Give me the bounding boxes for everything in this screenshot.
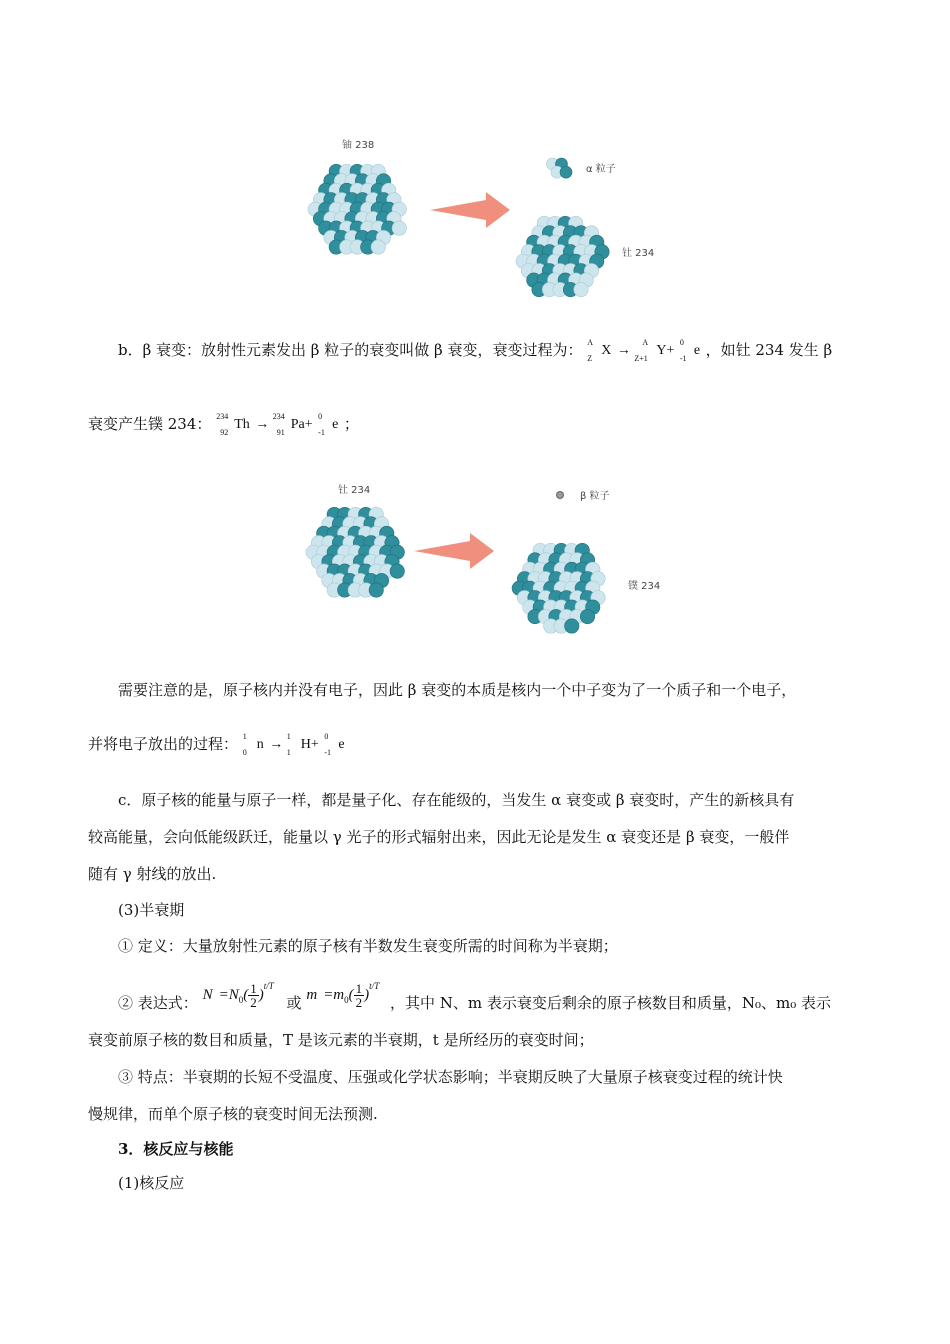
para-c-line-1: c．原子核的能量与原子一样，都是量子化、存在能级的，当发生 α 衰变或 β 衰变时，产生的新核具有 [118, 791, 795, 809]
uranium-nucleus [308, 164, 406, 254]
thorium-nucleus [516, 216, 609, 297]
nucleon-ball [390, 564, 404, 578]
note-line-1: 需要注意的是，原子核内并没有电子，因此 β 衰变的本质是核内一个中子变为了一个质子和一个电子， [118, 681, 797, 699]
alpha-particle-label: α 粒子 [586, 164, 616, 175]
decay-arrow-2 [414, 533, 494, 569]
para-c-line-2: 较高能量，会向低能级跃迁，能量以 γ 光子的形式辐射出来，因此无论是发生 α 衰变还是 β 衰变，一般伴 [88, 828, 790, 846]
uranium-238-label: 铀 238 [342, 140, 375, 151]
thorium-234-label-2: 钍 234 [338, 485, 371, 496]
half-life-expression: ② 表达式： $N =N_0$( $\frac{1}{2}$ )$^{t/T}$ 或 $m =m_0$( $\frac{1}{2}$ )$^{t/T}$ ，其中 N、m 表示衰变后剩余的原子核数目和质量，N₀、m₀ 表示 [88, 992, 908, 1014]
nucleon-ball [560, 166, 572, 178]
nucleon-ball [574, 282, 588, 296]
formula-N: $N =N_0$( $\frac{1}{2}$ )$^{t/T}$ [202, 981, 274, 1011]
nucleon-ball [369, 583, 383, 597]
section-3-heading: 3．核反应与核能 [118, 1140, 234, 1158]
thorium-nucleus-2 [306, 507, 404, 597]
section-3-subheading: (1)核反应 [118, 1174, 185, 1192]
general-beta-equation: A Z X → A Z+1 Y+ 0 -1 e [587, 338, 701, 363]
half-life-feature-2: 慢规律，而单个原子核的衰变时间无法预测. [88, 1105, 378, 1123]
alpha-decay-figure [290, 130, 670, 310]
beta-decay-figure [290, 475, 670, 655]
note-line-2: 并将电子放出的过程： 1 0 n → 1 1 H+ 0 -1 e [88, 732, 345, 757]
decay-arrow [430, 192, 510, 228]
formula-m: $m =m_0$( $\frac{1}{2}$ )$^{t/T}$ [306, 981, 380, 1011]
nucleon-ball [565, 619, 579, 633]
neutron-decay-equation: 1 0 n → 1 1 H+ 0 -1 e [242, 732, 345, 757]
half-life-definition: ① 定义：大量放射性元素的原子核有半数发生衰变所需的时间称为半衰期； [118, 937, 618, 955]
half-life-feature-1: ③ 特点：半衰期的长短不受温度、压强或化学状态影响；半衰期反映了大量原子核衰变过程的统计快 [118, 1068, 783, 1086]
para-c-line-3: 随有 γ 射线的放出. [88, 865, 217, 883]
nucleon-ball [580, 609, 594, 623]
thorium-234-label: 钍 234 [622, 248, 655, 259]
beta-decay-line-1: b．β 衰变：放射性元素发出 β 粒子的衰变叫做 β 衰变，衰变过程为： A Z X → A Z+1 Y+ 0 -1 e ，如钍 234 发生 β [118, 338, 833, 363]
protactinium-nucleus [512, 543, 605, 633]
nucleon-ball [392, 221, 406, 235]
protactinium-234-label: 镤 234 [628, 581, 661, 592]
half-life-heading: (3)半衰期 [118, 901, 185, 919]
alpha-particle [547, 158, 573, 178]
beta-particle-label: β 粒子 [580, 491, 610, 502]
thorium-beta-equation: 234 92 Th → 234 91 Pa+ 0 -1 e [216, 412, 339, 437]
nucleon-ball [371, 240, 385, 254]
beta-particle [557, 492, 564, 499]
half-life-expression-line-2: 衰变前原子核的数目和质量，T 是该元素的半衰期，t 是所经历的衰变时间； [88, 1031, 594, 1049]
beta-decay-line-2: 衰变产生镤 234： 234 92 Th → 234 91 Pa+ 0 -1 e ； [88, 412, 359, 437]
